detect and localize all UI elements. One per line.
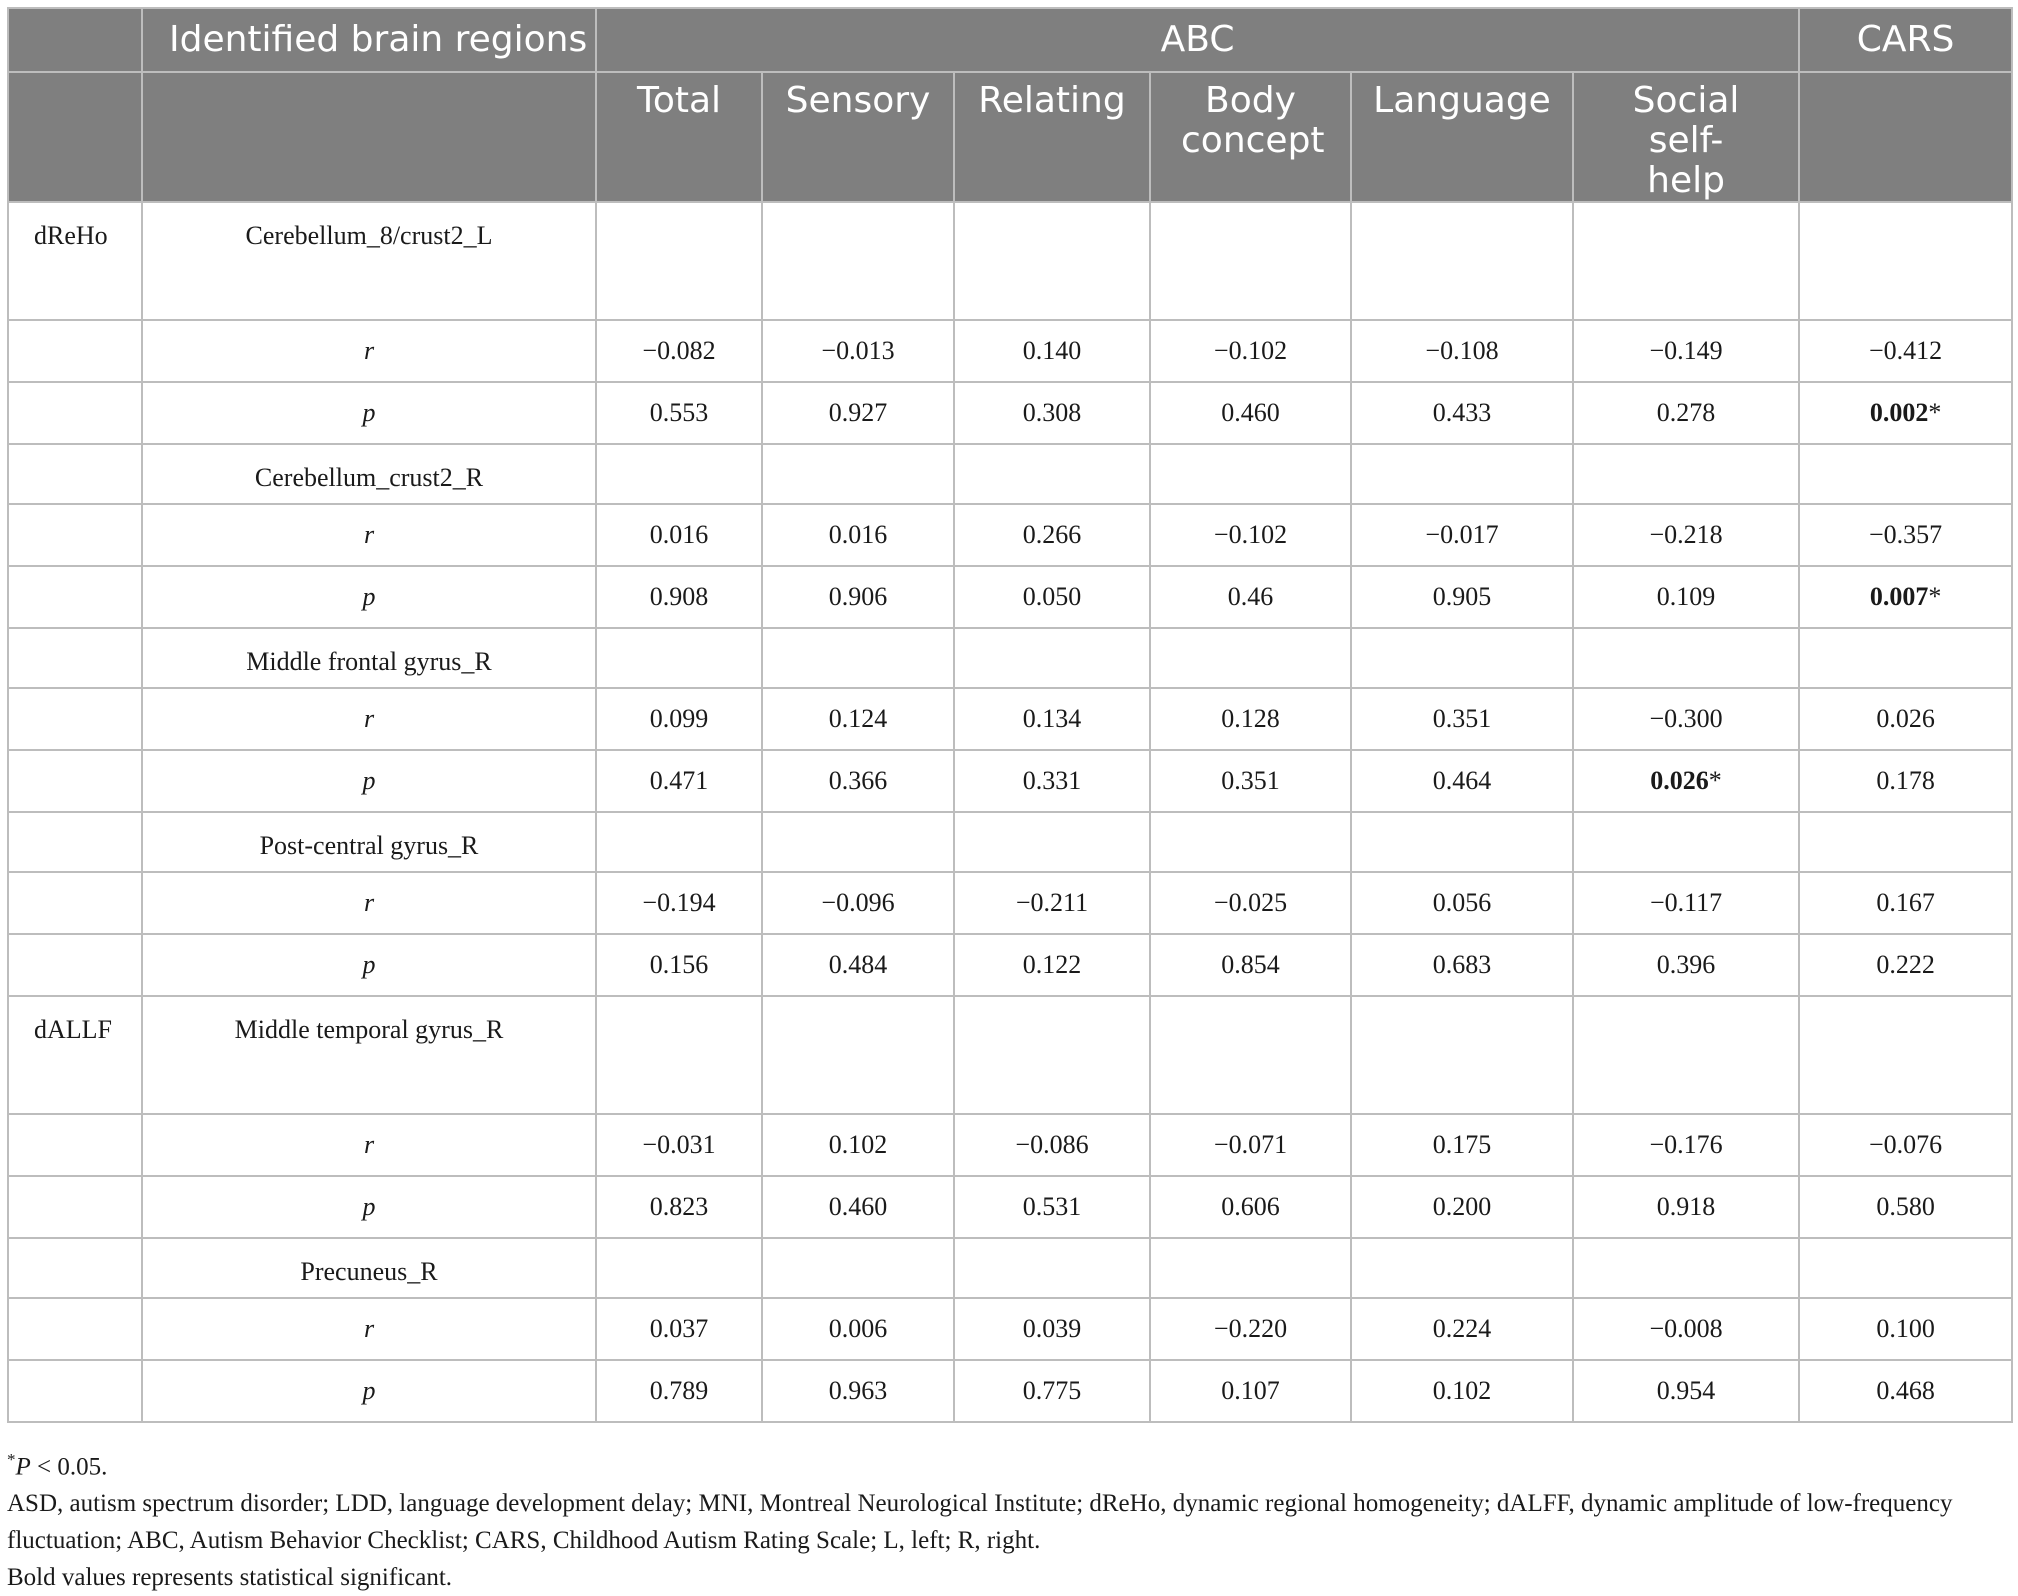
r-value-language: 0.175 — [1351, 1114, 1573, 1176]
r-value-cars: 0.100 — [1799, 1298, 2012, 1360]
r-value-sensory: −0.013 — [762, 320, 954, 382]
p-value-total: 0.908 — [596, 566, 762, 628]
region-row — [8, 812, 2012, 872]
r-value-total: 0.037 — [596, 1298, 762, 1360]
r-value-sensory: 0.006 — [762, 1298, 954, 1360]
empty-cell — [1573, 996, 1799, 1114]
p-value-total: 0.553 — [596, 382, 762, 444]
table-header — [8, 8, 2012, 202]
region-row — [8, 996, 2012, 1114]
p-value-sensory: 0.927 — [762, 382, 954, 444]
metric-cell — [8, 1238, 142, 1298]
empty-cell — [762, 444, 954, 504]
region-name: Middle frontal gyrus_R — [142, 628, 596, 688]
region-row — [8, 628, 2012, 688]
p-value-total: 0.789 — [596, 1360, 762, 1422]
r-value-row — [8, 504, 2012, 566]
column-header-total: Total — [596, 72, 762, 202]
empty-cell — [1150, 812, 1351, 872]
region-name: Precuneus_R — [142, 1238, 596, 1298]
empty-cell — [954, 444, 1150, 504]
p-value-row — [8, 382, 2012, 444]
empty-cell — [1351, 628, 1573, 688]
p-value-social-self-help: 0.918 — [1573, 1176, 1799, 1238]
region-row — [8, 1238, 2012, 1298]
p-value-row — [8, 1176, 2012, 1238]
footnote-bold-note: Bold values represents statistical significant. — [7, 1564, 453, 1592]
r-value-cars: −0.357 — [1799, 504, 2012, 566]
p-value-row — [8, 566, 2012, 628]
p-value-language: 0.102 — [1351, 1360, 1573, 1422]
footnote-abbreviations: ASD, autism spectrum disorder; LDD, language development delay; MNI, Montreal Neurological Institute; dReHo, dynamic regional homogeneity; dALFF, dynamic amplitude of low-frequency fluctuation; ABC, Autism Behavior Checklist; CARS, Childhood Autism Rating Scale; L, left; R, right. — [7, 1490, 1953, 1555]
empty-cell — [1573, 444, 1799, 504]
empty-cell — [8, 750, 142, 812]
region-row — [8, 444, 2012, 504]
r-value-relating: −0.211 — [954, 872, 1150, 934]
empty-cell — [8, 504, 142, 566]
stat-label: r — [142, 320, 596, 382]
region-name: Cerebellum_8/crust2_L — [142, 202, 596, 320]
table-body — [8, 202, 2012, 1422]
p-value-language: 0.464 — [1351, 750, 1573, 812]
empty-cell — [954, 1238, 1150, 1298]
r-value-relating: −0.086 — [954, 1114, 1150, 1176]
empty-cell — [1799, 202, 2012, 320]
r-value-row — [8, 1298, 2012, 1360]
r-value-cars: 0.026 — [1799, 688, 2012, 750]
empty-cell — [1150, 996, 1351, 1114]
r-value-total: −0.082 — [596, 320, 762, 382]
empty-cell — [1351, 444, 1573, 504]
correlation-table-figure — [7, 7, 2011, 1596]
stat-label: p — [142, 1176, 596, 1238]
stat-label: p — [142, 934, 596, 996]
metric-cell — [8, 444, 142, 504]
p-value-sensory: 0.484 — [762, 934, 954, 996]
empty-cell — [762, 628, 954, 688]
empty-cell — [8, 382, 142, 444]
region-name: Cerebellum_crust2_R — [142, 444, 596, 504]
r-value-language: −0.017 — [1351, 504, 1573, 566]
empty-cell — [1799, 812, 2012, 872]
empty-cell — [1799, 628, 2012, 688]
empty-cell — [1150, 628, 1351, 688]
p-value-relating: 0.308 — [954, 382, 1150, 444]
r-value-cars: 0.167 — [1799, 872, 2012, 934]
p-value-cars: 0.007* — [1799, 566, 2012, 628]
empty-cell — [1150, 1238, 1351, 1298]
empty-cell — [8, 320, 142, 382]
p-value-relating: 0.122 — [954, 934, 1150, 996]
empty-cell — [954, 996, 1150, 1114]
header-cars: CARS — [1799, 8, 2012, 72]
empty-cell — [596, 812, 762, 872]
empty-cell — [1351, 812, 1573, 872]
column-header-sensory: Sensory — [762, 72, 954, 202]
column-header-language: Language — [1351, 72, 1573, 202]
empty-cell — [1351, 202, 1573, 320]
subheader-blank-cars — [1799, 72, 2012, 202]
header-abc: ABC — [596, 8, 1799, 72]
r-value-social-self-help: −0.176 — [1573, 1114, 1799, 1176]
r-value-row — [8, 872, 2012, 934]
empty-cell — [1573, 1238, 1799, 1298]
empty-cell — [8, 566, 142, 628]
metric-cell: dReHo — [8, 202, 142, 320]
r-value-social-self-help: −0.218 — [1573, 504, 1799, 566]
r-value-row — [8, 688, 2012, 750]
stat-label: r — [142, 504, 596, 566]
empty-cell — [762, 202, 954, 320]
empty-cell — [762, 1238, 954, 1298]
column-header-relating: Relating — [954, 72, 1150, 202]
empty-cell — [1351, 996, 1573, 1114]
stat-label: p — [142, 1360, 596, 1422]
p-value-cars: 0.002* — [1799, 382, 2012, 444]
significant-value: 0.026 — [1650, 766, 1709, 795]
r-value-sensory: 0.124 — [762, 688, 954, 750]
p-value-social-self-help: 0.396 — [1573, 934, 1799, 996]
p-value-total: 0.156 — [596, 934, 762, 996]
header-brain-regions: Identified brain regions — [142, 8, 596, 72]
table-footnotes — [7, 1441, 2011, 1596]
p-value-sensory: 0.366 — [762, 750, 954, 812]
r-value-social-self-help: −0.117 — [1573, 872, 1799, 934]
footnote-significance: *P < 0.05. — [7, 1450, 108, 1481]
metric-cell: dALLF — [8, 996, 142, 1114]
r-value-cars: −0.412 — [1799, 320, 2012, 382]
p-value-row — [8, 750, 2012, 812]
p-value-language: 0.200 — [1351, 1176, 1573, 1238]
p-value-body-concept: 0.351 — [1150, 750, 1351, 812]
r-value-sensory: 0.016 — [762, 504, 954, 566]
empty-cell — [1799, 444, 2012, 504]
empty-cell — [8, 688, 142, 750]
stat-label: p — [142, 750, 596, 812]
p-value-row — [8, 1360, 2012, 1422]
r-value-total: −0.031 — [596, 1114, 762, 1176]
p-value-cars: 0.468 — [1799, 1360, 2012, 1422]
p-value-sensory: 0.460 — [762, 1176, 954, 1238]
p-value-sensory: 0.906 — [762, 566, 954, 628]
empty-cell — [1150, 444, 1351, 504]
empty-cell — [8, 1114, 142, 1176]
p-value-relating: 0.531 — [954, 1176, 1150, 1238]
empty-cell — [1799, 996, 2012, 1114]
r-value-body-concept: −0.071 — [1150, 1114, 1351, 1176]
empty-cell — [1799, 1238, 2012, 1298]
p-value-cars: 0.222 — [1799, 934, 2012, 996]
empty-cell — [596, 202, 762, 320]
r-value-total: −0.194 — [596, 872, 762, 934]
r-value-social-self-help: −0.300 — [1573, 688, 1799, 750]
region-row — [8, 202, 2012, 320]
p-value-social-self-help: 0.954 — [1573, 1360, 1799, 1422]
empty-cell — [1573, 812, 1799, 872]
r-value-body-concept: −0.102 — [1150, 504, 1351, 566]
r-value-body-concept: −0.102 — [1150, 320, 1351, 382]
r-value-relating: 0.140 — [954, 320, 1150, 382]
column-header-body-concept: Body concept — [1150, 72, 1351, 202]
r-value-sensory: 0.102 — [762, 1114, 954, 1176]
p-value-social-self-help: 0.026* — [1573, 750, 1799, 812]
r-value-row — [8, 1114, 2012, 1176]
subheader-blank-2 — [142, 72, 596, 202]
p-value-total: 0.471 — [596, 750, 762, 812]
r-value-language: −0.108 — [1351, 320, 1573, 382]
stat-label: r — [142, 872, 596, 934]
stat-label: p — [142, 566, 596, 628]
p-value-body-concept: 0.854 — [1150, 934, 1351, 996]
p-value-social-self-help: 0.109 — [1573, 566, 1799, 628]
r-value-body-concept: −0.220 — [1150, 1298, 1351, 1360]
p-value-body-concept: 0.460 — [1150, 382, 1351, 444]
region-name: Post-central gyrus_R — [142, 812, 596, 872]
r-value-social-self-help: −0.008 — [1573, 1298, 1799, 1360]
r-value-sensory: −0.096 — [762, 872, 954, 934]
empty-cell — [8, 1298, 142, 1360]
empty-cell — [596, 444, 762, 504]
r-value-total: 0.016 — [596, 504, 762, 566]
r-value-relating: 0.134 — [954, 688, 1150, 750]
empty-cell — [762, 812, 954, 872]
p-value-body-concept: 0.606 — [1150, 1176, 1351, 1238]
empty-cell — [954, 628, 1150, 688]
empty-cell — [954, 812, 1150, 872]
p-value-total: 0.823 — [596, 1176, 762, 1238]
p-value-social-self-help: 0.278 — [1573, 382, 1799, 444]
r-value-body-concept: 0.128 — [1150, 688, 1351, 750]
r-value-total: 0.099 — [596, 688, 762, 750]
p-value-relating: 0.331 — [954, 750, 1150, 812]
r-value-body-concept: −0.025 — [1150, 872, 1351, 934]
p-value-body-concept: 0.107 — [1150, 1360, 1351, 1422]
r-value-social-self-help: −0.149 — [1573, 320, 1799, 382]
r-value-relating: 0.266 — [954, 504, 1150, 566]
p-value-body-concept: 0.46 — [1150, 566, 1351, 628]
stat-label: r — [142, 1114, 596, 1176]
p-value-cars: 0.178 — [1799, 750, 2012, 812]
r-value-relating: 0.039 — [954, 1298, 1150, 1360]
region-name: Middle temporal gyrus_R — [142, 996, 596, 1114]
empty-cell — [8, 934, 142, 996]
empty-cell — [1150, 202, 1351, 320]
p-value-cars: 0.580 — [1799, 1176, 2012, 1238]
p-value-language: 0.905 — [1351, 566, 1573, 628]
empty-cell — [8, 1176, 142, 1238]
empty-cell — [8, 1360, 142, 1422]
stat-label: p — [142, 382, 596, 444]
significant-value: 0.002 — [1869, 398, 1929, 427]
column-header-social-self-help: Social self-help — [1573, 72, 1799, 202]
metric-cell — [8, 628, 142, 688]
significant-value: 0.007 — [1869, 582, 1929, 611]
empty-cell — [762, 996, 954, 1114]
p-value-relating: 0.050 — [954, 566, 1150, 628]
p-value-language: 0.683 — [1351, 934, 1573, 996]
p-value-relating: 0.775 — [954, 1360, 1150, 1422]
empty-cell — [1573, 202, 1799, 320]
empty-cell — [954, 202, 1150, 320]
p-value-sensory: 0.963 — [762, 1360, 954, 1422]
empty-cell — [1351, 1238, 1573, 1298]
r-value-row — [8, 320, 2012, 382]
r-value-language: 0.056 — [1351, 872, 1573, 934]
r-value-language: 0.224 — [1351, 1298, 1573, 1360]
p-value-row — [8, 934, 2012, 996]
empty-cell — [8, 872, 142, 934]
stat-label: r — [142, 1298, 596, 1360]
metric-cell — [8, 812, 142, 872]
correlation-table — [7, 7, 2013, 1423]
stat-label: r — [142, 688, 596, 750]
p-value-language: 0.433 — [1351, 382, 1573, 444]
empty-cell — [596, 628, 762, 688]
r-value-cars: −0.076 — [1799, 1114, 2012, 1176]
empty-cell — [1573, 628, 1799, 688]
r-value-language: 0.351 — [1351, 688, 1573, 750]
empty-cell — [596, 1238, 762, 1298]
empty-cell — [596, 996, 762, 1114]
header-metric-blank — [8, 8, 142, 72]
subheader-blank-1 — [8, 72, 142, 202]
